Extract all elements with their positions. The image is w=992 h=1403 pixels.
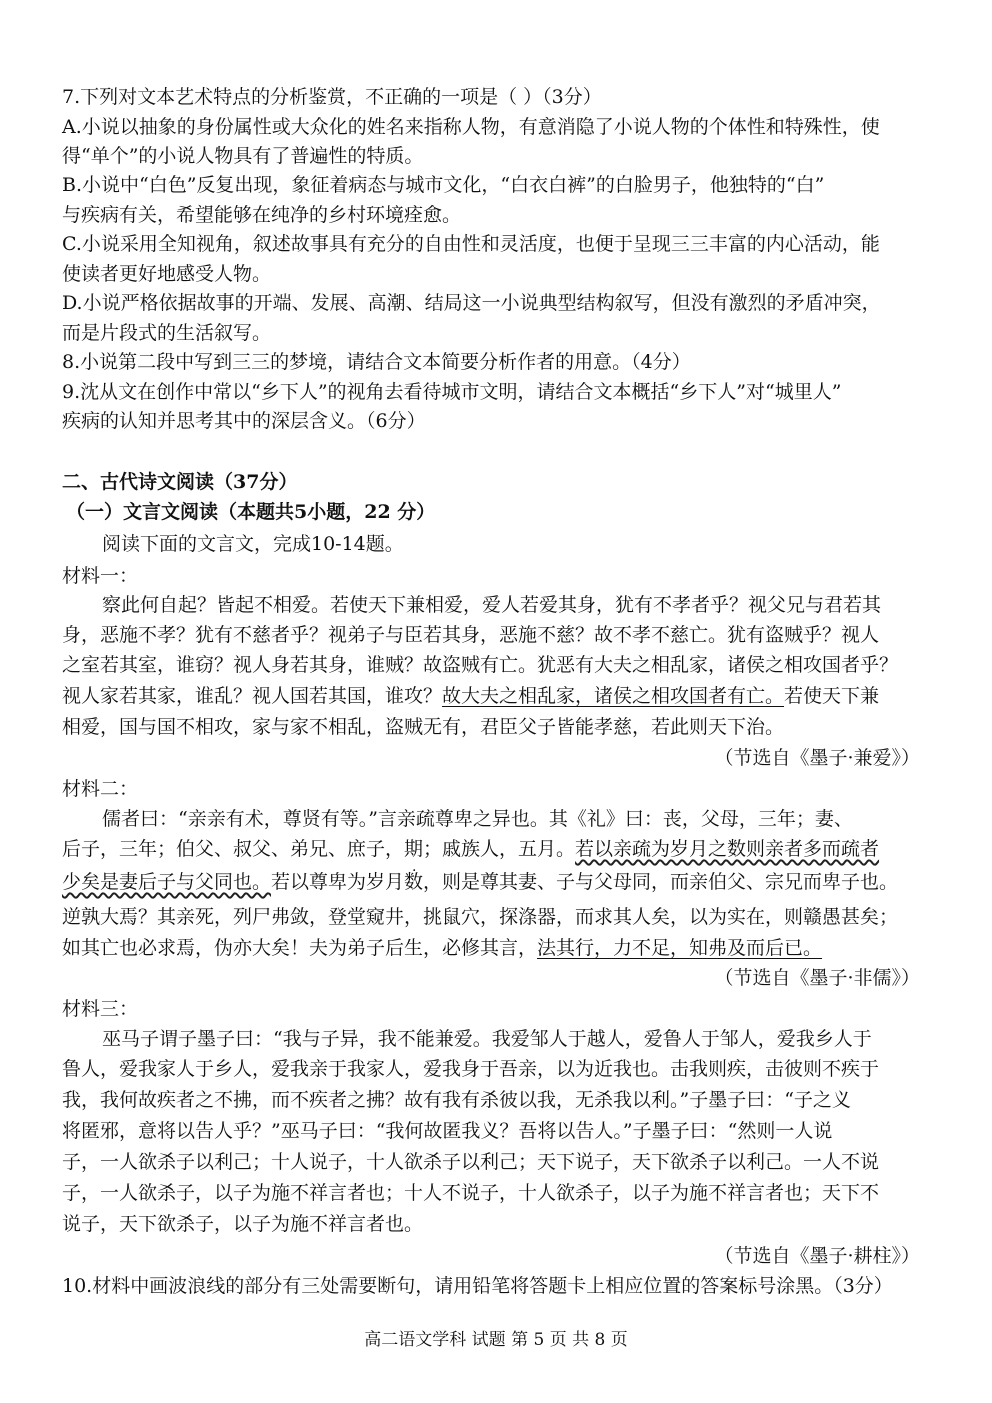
material-2-line (62, 869, 898, 895)
wavy-underlined-sentence: 若以亲疏为岁月之数则亲者多而疏者 (575, 838, 880, 860)
reading-instruction: 阅读下面的文言文，完成10-14题。 (102, 533, 404, 555)
q7-stem: 7.下列对文本艺术特点的分析鉴赏，不正确的一项是（ ）（3分） (62, 86, 602, 108)
text-segment: 若以尊卑为岁月数，则是尊其妻、子与父母同，而亲伯父、宗兄而卑子也。 (271, 871, 899, 893)
q7-option-d-line1: D.小说严格依据故事的开端、发展、高潮、结局这一小说典型结构叙写，但没有激烈的矛盾冲突， (62, 292, 881, 314)
q8-text: 8.小说第二段中写到三三的梦境，请结合文本简要分析作者的用意。（4分） (62, 351, 691, 373)
text-segment: ；戚族人，五月。 (423, 838, 576, 860)
page-footer: 高二语文学科 试题 第 5 页 共 8 页 (364, 1330, 628, 1350)
material-1-line: 之室若其室，谁窃？视人身若其身，谁贼？故盗贼有亡。犹恶有大夫之相乱家，诸侯之相攻国者乎？ (62, 654, 899, 676)
text-segment: 视人家若其家，谁乱？视人国若其国，谁攻？ (62, 685, 443, 707)
material-2-line: 逆孰大焉？其亲死，列尸弗敛，登堂窥井，挑鼠穴，探涤器，而求其人矣，以为实在，则赣愚甚矣； (62, 906, 899, 928)
text-segment: 后子，三年；伯父、叔父、弟兄、庶子， (62, 838, 405, 860)
material-3-line: 我，我何故疾者之不拂，而不疾者之拂？故有我有杀彼以我，无杀我以利。”子墨子曰：“子之义 (62, 1089, 851, 1111)
q7-option-b-line2: 与疾病有关，希望能够在纯净的乡村环境痊愈。 (62, 204, 462, 226)
section-title: 二、古代诗文阅读（37分） (62, 471, 298, 493)
material-1-source: （节选自《墨子·兼爱》） (714, 747, 920, 769)
q9-line2: 疾病的认知并思考其中的深层含义。（6分） (62, 410, 426, 432)
q10-text: 10.材料中画波浪线的部分有三处需要断句，请用铅笔将答题卡上相应位置的答案标号涂黑。（3分） (62, 1275, 893, 1297)
material-2-line (62, 935, 822, 961)
wavy-underlined-sentence: 少矣是妻后子与父同也。 (62, 871, 272, 893)
underlined-sentence: 法其行，力不足，知弗及而后已。 (537, 937, 823, 959)
material-1-line: 相爱，国与国不相攻，家与家不相乱，盗贼无有，君臣父子皆能孝慈，若此则天下治。 (62, 716, 785, 738)
material-1-line: 察此何自起？皆起不相爱。若使天下兼相爱，爱人若爱其身，犹有不孝者乎？视父兄与君若其 (102, 594, 882, 616)
q7-option-a-line1: A.小说以抽象的身份属性或大众化的姓名来指称人物，有意消隐了小说人物的个体性和特殊性，使 (62, 116, 880, 138)
q7-option-c-line1: C.小说采用全知视角，叙述故事具有充分的自由性和灵活度，也便于呈现三三丰富的内心活动，能 (62, 233, 880, 255)
material-3-line: 巫马子谓子墨子曰：“我与子异，我不能兼爱。我爱邹人于越人，爱鲁人于邹人，爱我乡人于 (102, 1028, 872, 1050)
underlined-sentence: 故大夫之相乱家，诸侯之相攻国者有亡。 (442, 685, 785, 707)
text-segment: 若使天下兼 (784, 685, 880, 707)
material-1-line (62, 683, 879, 709)
material-3-label: 材料三： (62, 998, 139, 1020)
material-3-source: （节选自《墨子·耕柱》） (714, 1245, 920, 1267)
material-3-line: 子，一人欲杀子以利己；十人说子，十人欲杀子以利己；天下说子，天下欲杀子以利己。一人不说 (62, 1151, 880, 1173)
q7-option-b-line1: B.小说中“白色”反复出现，象征着病态与城市文化，“白衣白裤”的白脸男子，他独特的“白” (62, 174, 825, 196)
material-1-line: 身，恶施不孝？犹有不慈者乎？视弟子与臣若其身，恶施不慈？故不孝不慈亡。犹有盗贼乎？视人 (62, 624, 880, 646)
q7-option-c-line2: 使读者更好地感受人物。 (62, 263, 272, 285)
material-2-source: （节选自《墨子·非儒》） (714, 967, 920, 989)
material-3-line: 说子，天下欲杀子，以子为施不祥言者也。 (62, 1213, 424, 1235)
material-3-line: 鲁人，爱我家人于乡人，爱我亲于我家人，爱我身于吾亲，以为近我也。击我则疾，击彼则不疾于 (62, 1058, 880, 1080)
material-2-line (62, 836, 879, 862)
material-3-line: 子，一人欲杀子，以子为施不祥言者也；十人不说子，十人欲杀子，以子为施不祥言者也；天下不 (62, 1182, 880, 1204)
material-2-line: 儒者曰：“亲亲有术，尊贤有等。”言亲疏尊卑之异也。其《礼》曰：丧，父母，三年；妻、 (102, 808, 853, 830)
q7-option-a-line2: 得“单个”的小说人物具有了普遍性的特质。 (62, 145, 424, 167)
dotted-character: 期 (404, 838, 424, 860)
material-3-line: 将匿邪，意将以告人乎？”巫马子曰：“我何故匿我义？吾将以告人。”子墨子曰：“然则一人说 (62, 1120, 833, 1142)
material-1-label: 材料一： (62, 565, 139, 587)
q7-option-d-line2: 而是片段式的生活叙写。 (62, 322, 272, 344)
material-2-label: 材料二： (62, 778, 139, 800)
q9-line1: 9.沈从文在创作中常以“乡下人”的视角去看待城市文明，请结合文本概括“乡下人”对“城里人” (62, 381, 842, 403)
text-segment: 如其亡也必求焉，伪亦大矣！夫为弟子后生，必修其言， (62, 937, 538, 959)
subsection-title: （一）文言文阅读（本题共5小题，22 分） (66, 501, 436, 523)
